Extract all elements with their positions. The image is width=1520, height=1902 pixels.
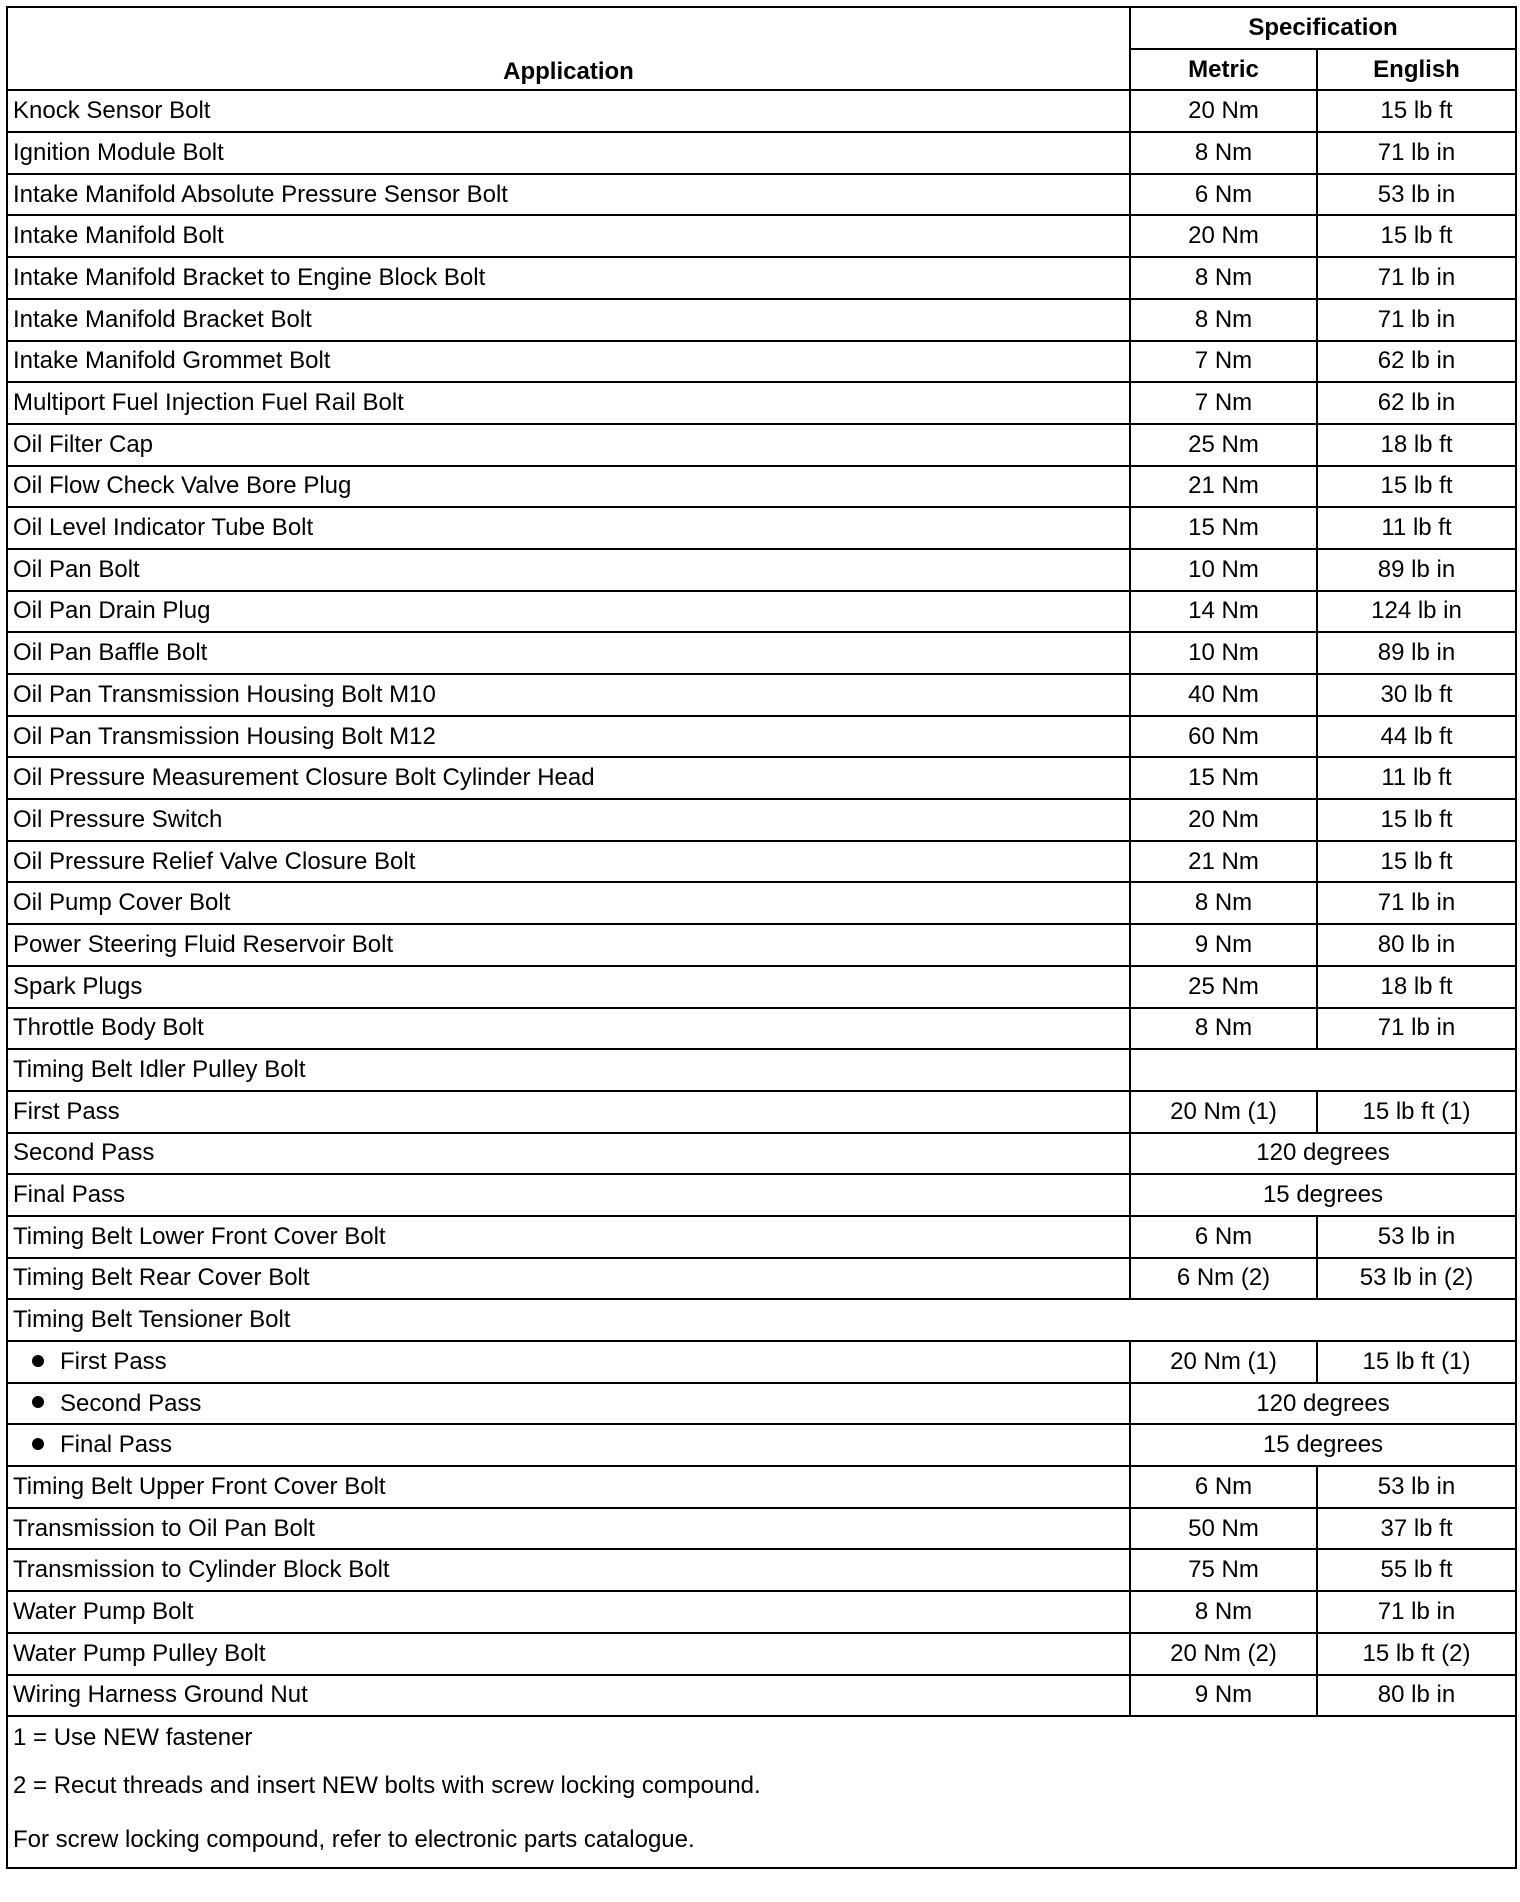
table-row [7,424,1516,466]
table-row [7,1174,1516,1216]
application-cell [7,215,1130,257]
application-label: Knock Sensor Bolt [13,97,211,125]
application-cell [7,257,1130,299]
table-row [7,966,1516,1008]
table-row [7,1549,1516,1591]
table-row [7,1258,1516,1300]
metric-cell: 25 Nm [1130,424,1317,466]
application-label: Spark Plugs [13,972,143,1000]
application-label: Oil Pan Transmission Housing Bolt M10 [13,680,436,708]
application-label: Timing Belt Lower Front Cover Bolt [13,1222,386,1250]
metric-cell: 8 Nm [1130,882,1317,924]
torque-spec-table [6,6,1517,1869]
application-cell [7,674,1130,716]
application-cell [7,549,1130,591]
metric-cell: 20 Nm [1130,215,1317,257]
application-cell [7,1466,1130,1508]
header-english: English [1317,49,1516,91]
application-label: Intake Manifold Grommet Bolt [13,347,331,375]
footnote-row [7,1716,1516,1759]
english-cell: 30 lb ft [1317,674,1516,716]
spec-span-cell: 120 degrees [1130,1133,1516,1175]
application-cell [7,882,1130,924]
spec-table-page [6,6,1515,1869]
metric-cell: 8 Nm [1130,1591,1317,1633]
application-label: First Pass [60,1347,167,1375]
metric-cell: 9 Nm [1130,1675,1317,1717]
english-cell: 89 lb in [1317,632,1516,674]
english-cell: 11 lb ft [1317,507,1516,549]
application-label: Timing Belt Upper Front Cover Bolt [13,1472,386,1500]
english-cell: 89 lb in [1317,549,1516,591]
application-label: Oil Pressure Measurement Closure Bolt Cylinder Head [13,764,595,792]
application-label: Oil Pressure Relief Valve Closure Bolt [13,847,416,875]
application-label: Oil Pan Bolt [13,555,140,583]
english-cell: 15 lb ft (1) [1317,1091,1516,1133]
metric-cell: 6 Nm (2) [1130,1258,1317,1300]
metric-cell: 40 Nm [1130,674,1317,716]
english-cell: 71 lb in [1317,299,1516,341]
spec-span-cell: 15 degrees [1130,1174,1516,1216]
application-label: Intake Manifold Bracket to Engine Block Bolt [13,263,486,291]
english-cell: 18 lb ft [1317,424,1516,466]
spec-table-body [7,90,1516,1868]
metric-cell: 6 Nm [1130,174,1317,216]
metric-cell: 9 Nm [1130,924,1317,966]
application-label: Final Pass [60,1431,173,1459]
english-cell: 15 lb ft [1317,90,1516,132]
metric-cell: 25 Nm [1130,966,1317,1008]
footnote-text: 2 = Recut threads and insert NEW bolts with screw locking compound. [7,1759,1516,1813]
table-row [7,1049,1516,1091]
application-label: First Pass [13,1097,120,1125]
table-row [7,1091,1516,1133]
metric-cell: 20 Nm [1130,90,1317,132]
application-cell [7,1091,1130,1133]
table-row [7,174,1516,216]
table-row [7,1466,1516,1508]
english-cell: 53 lb in [1317,174,1516,216]
english-cell: 53 lb in [1317,1466,1516,1508]
header-specification: Specification [1130,7,1516,49]
table-row [7,674,1516,716]
application-cell [7,466,1130,508]
metric-cell: 14 Nm [1130,591,1317,633]
application-cell [7,1341,1130,1383]
table-row [7,1633,1516,1675]
application-label: Transmission to Oil Pan Bolt [13,1514,315,1542]
application-label: Oil Flow Check Valve Bore Plug [13,472,352,500]
metric-cell: 75 Nm [1130,1549,1317,1591]
english-cell: 80 lb in [1317,924,1516,966]
table-row [7,507,1516,549]
metric-cell: 8 Nm [1130,257,1317,299]
footnote-text: 1 = Use NEW fastener [7,1716,1516,1759]
application-cell [7,966,1130,1008]
english-cell: 71 lb in [1317,1008,1516,1050]
table-row [7,591,1516,633]
application-cell [7,1508,1130,1550]
table-row [7,1299,1516,1341]
application-cell [7,757,1130,799]
english-cell: 53 lb in (2) [1317,1258,1516,1300]
table-row [7,716,1516,758]
english-cell: 53 lb in [1317,1216,1516,1258]
table-row [7,1383,1516,1425]
table-row [7,215,1516,257]
application-cell [7,1675,1130,1717]
application-cell [7,1383,1130,1425]
metric-cell: 6 Nm [1130,1466,1317,1508]
english-cell: 15 lb ft [1317,841,1516,883]
metric-cell: 21 Nm [1130,466,1317,508]
metric-cell: 8 Nm [1130,132,1317,174]
header-metric: Metric [1130,49,1317,91]
table-row [7,341,1516,383]
english-cell: 15 lb ft [1317,799,1516,841]
metric-cell: 6 Nm [1130,1216,1317,1258]
english-cell: 71 lb in [1317,257,1516,299]
application-cell [7,591,1130,633]
bullet-icon [32,1438,44,1450]
application-label: Water Pump Bolt [13,1597,194,1625]
application-label: Oil Pan Drain Plug [13,597,211,625]
table-row [7,632,1516,674]
application-cell [7,1133,1130,1175]
english-cell: 71 lb in [1317,132,1516,174]
english-cell: 80 lb in [1317,1675,1516,1717]
english-cell: 62 lb in [1317,341,1516,383]
footnote-row [7,1813,1516,1868]
english-cell: 62 lb in [1317,382,1516,424]
application-label: Throttle Body Bolt [13,1014,204,1042]
english-cell: 15 lb ft (2) [1317,1633,1516,1675]
english-cell: 71 lb in [1317,1591,1516,1633]
metric-cell: 50 Nm [1130,1508,1317,1550]
application-label: Oil Level Indicator Tube Bolt [13,514,314,542]
application-label: Timing Belt Tensioner Bolt [13,1306,291,1334]
application-cell [7,1633,1130,1675]
application-cell [7,341,1130,383]
table-row [7,132,1516,174]
header-application: Application [7,7,1130,90]
application-label: Wiring Harness Ground Nut [13,1681,308,1709]
application-cell [7,1049,1130,1091]
application-label: Intake Manifold Bracket Bolt [13,305,312,333]
application-cell [7,716,1130,758]
application-cell [7,1216,1130,1258]
application-cell [7,1549,1130,1591]
application-cell [7,1258,1130,1300]
application-cell [7,924,1130,966]
application-cell [7,299,1130,341]
application-label: Oil Pan Baffle Bolt [13,639,208,667]
application-label: Intake Manifold Bolt [13,222,224,250]
application-cell [7,507,1130,549]
table-row [7,299,1516,341]
application-label: Second Pass [60,1389,202,1417]
application-cell [7,1008,1130,1050]
application-cell [7,132,1130,174]
english-cell: 15 lb ft [1317,466,1516,508]
table-row [7,1675,1516,1717]
metric-cell: 8 Nm [1130,299,1317,341]
application-cell [7,841,1130,883]
table-row [7,799,1516,841]
metric-cell: 60 Nm [1130,716,1317,758]
application-cell [7,799,1130,841]
english-cell: 124 lb in [1317,591,1516,633]
table-row [7,924,1516,966]
application-cell [7,1591,1130,1633]
application-label: Final Pass [13,1181,126,1209]
english-cell: 15 lb ft (1) [1317,1341,1516,1383]
table-row [7,882,1516,924]
metric-cell: 15 Nm [1130,507,1317,549]
table-row [7,90,1516,132]
english-cell: 71 lb in [1317,882,1516,924]
table-row [7,466,1516,508]
table-row [7,1591,1516,1633]
application-label: Water Pump Pulley Bolt [13,1639,266,1667]
table-row [7,257,1516,299]
application-label: Timing Belt Rear Cover Bolt [13,1264,310,1292]
application-cell [7,632,1130,674]
metric-cell: 10 Nm [1130,549,1317,591]
english-cell: 11 lb ft [1317,757,1516,799]
metric-cell: 21 Nm [1130,841,1317,883]
table-row [7,1424,1516,1466]
application-label: Ignition Module Bolt [13,138,224,166]
metric-cell: 15 Nm [1130,757,1317,799]
spec-span-cell: 120 degrees [1130,1383,1516,1425]
bullet-icon [32,1355,44,1367]
spec-empty-cell [1130,1049,1516,1091]
metric-cell: 10 Nm [1130,632,1317,674]
metric-cell: 20 Nm (1) [1130,1091,1317,1133]
metric-cell: 20 Nm (2) [1130,1633,1317,1675]
application-cell [7,424,1130,466]
table-row [7,1008,1516,1050]
application-label: Power Steering Fluid Reservoir Bolt [13,930,394,958]
application-cell [7,382,1130,424]
table-row [7,549,1516,591]
table-row [7,1341,1516,1383]
application-cell [7,1174,1130,1216]
application-label: Oil Pump Cover Bolt [13,889,231,917]
table-row [7,1508,1516,1550]
table-row [7,841,1516,883]
metric-cell: 20 Nm [1130,799,1317,841]
application-cell [7,174,1130,216]
table-row [7,1133,1516,1175]
application-label: Timing Belt Idler Pulley Bolt [13,1056,306,1084]
application-label: Oil Filter Cap [13,430,154,458]
table-row [7,757,1516,799]
metric-cell: 20 Nm (1) [1130,1341,1317,1383]
metric-cell: 8 Nm [1130,1008,1317,1050]
english-cell: 18 lb ft [1317,966,1516,1008]
application-cell [7,90,1130,132]
application-label: Multiport Fuel Injection Fuel Rail Bolt [13,389,404,417]
application-label: Intake Manifold Absolute Pressure Sensor Bolt [13,180,508,208]
bullet-icon [32,1396,44,1408]
table-row [7,1216,1516,1258]
english-cell: 55 lb ft [1317,1549,1516,1591]
application-label: Oil Pan Transmission Housing Bolt M12 [13,722,436,750]
table-row [7,382,1516,424]
application-cell [7,1424,1130,1466]
spec-span-cell: 15 degrees [1130,1424,1516,1466]
application-label: Transmission to Cylinder Block Bolt [13,1556,390,1584]
english-cell: 15 lb ft [1317,215,1516,257]
application-cell [7,1299,1516,1341]
application-label: Second Pass [13,1139,155,1167]
english-cell: 37 lb ft [1317,1508,1516,1550]
metric-cell: 7 Nm [1130,382,1317,424]
application-label: Oil Pressure Switch [13,805,223,833]
metric-cell: 7 Nm [1130,341,1317,383]
footnote-row [7,1759,1516,1813]
footnote-text: For screw locking compound, refer to electronic parts catalogue. [7,1813,1516,1868]
english-cell: 44 lb ft [1317,716,1516,758]
